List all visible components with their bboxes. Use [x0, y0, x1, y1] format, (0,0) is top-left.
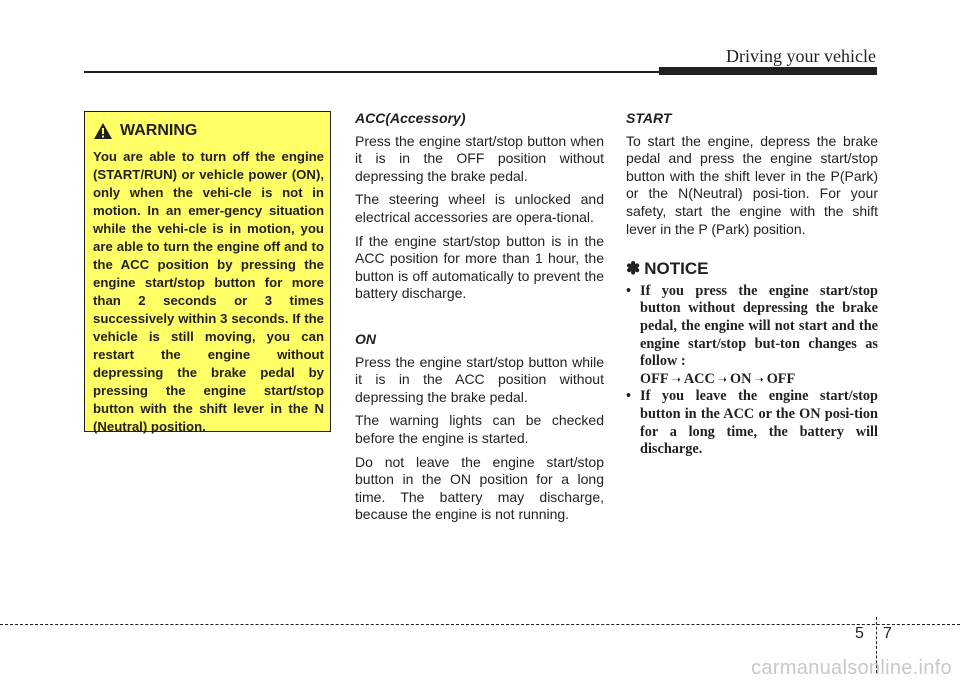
notice-list	[626, 283, 878, 459]
state-sequence	[640, 371, 878, 389]
start-heading: START	[626, 110, 672, 126]
header-rule-thick	[659, 67, 877, 75]
acc-paragraph: The steering wheel is unlocked and electrical accessories are opera-tional.	[355, 191, 604, 225]
column-middle	[355, 110, 604, 530]
notice-item-text: If you press the engine start/stop button without depressing the brake pedal, the engine will not start and the engine start/stop but-ton changes as follow :	[640, 282, 878, 370]
bullet-icon: •	[626, 282, 632, 299]
section-number: 5	[855, 625, 864, 642]
notice-title: NOTICE	[644, 259, 709, 279]
start-paragraph: To start the engine, depress the brake pedal and press the engine start/stop button with the shift lever in the P(Park) or the N(Neutral) posi-tion. For your safety, start the engine with the shift lever in the P (Park) position.	[626, 132, 878, 237]
state-on: ON	[730, 370, 752, 387]
page-number: 7	[883, 625, 892, 642]
acc-paragraph: Press the engine start/stop button when it is in the OFF position without depressing the brake pedal.	[355, 132, 604, 184]
notice-item	[626, 388, 878, 458]
watermark: carmanualsonline.info	[751, 657, 952, 679]
header-title: Driving your vehicle	[726, 46, 876, 66]
arrow-right-icon: ➝	[754, 372, 764, 386]
warning-title: WARNING	[120, 122, 198, 139]
acc-heading: ACC(Accessory)	[355, 110, 466, 126]
notice-star-icon: ✽	[626, 259, 641, 279]
on-paragraph: The warning lights can be checked before the engine is started.	[355, 412, 604, 446]
warning-icon	[93, 122, 113, 140]
state-off: OFF	[640, 370, 669, 387]
notice-item-text: If you leave the engine start/stop button in the ACC or the ON posi-tion for a long time, the battery will discharge.	[640, 388, 878, 458]
state-off-final: OFF	[766, 370, 796, 387]
state-acc: ACC	[683, 370, 715, 387]
arrow-right-icon: ➝	[671, 372, 681, 386]
warning-body: You are able to turn off the engine (START/RUN) or vehicle power (ON), only when the vehi-cle is not in motion. In an emer-gency situation while the vehi-cle is in motion, you are able to turn the engine off and to the ACC position by pressing the engine start/stop button for more than 2 seconds or 3 times successively within 3 seconds. If the vehicle is still moving, you can restart the engine without depressing the brake pedal by pressing the engine start/stop button with the shift lever in the N (Neutral) position.	[93, 149, 324, 434]
warning-box	[84, 111, 331, 432]
warning-heading	[93, 122, 197, 140]
bullet-icon: •	[626, 388, 632, 405]
footer-dashed-rule	[0, 624, 960, 625]
on-paragraph: Do not leave the engine start/stop button in the ON position for a long time. The battery may discharge, because the engine is not running.	[355, 453, 604, 523]
notice-heading	[626, 260, 878, 278]
column-right	[626, 110, 878, 459]
notice-item	[626, 283, 878, 389]
on-heading: ON	[355, 330, 376, 347]
header-rule-thin	[84, 71, 662, 73]
acc-paragraph: If the engine start/stop button is in the ACC position for more than 1 hour, the button is off automatically to prevent the battery discharge.	[355, 232, 604, 302]
arrow-right-icon: ➝	[717, 372, 728, 386]
on-paragraph: Press the engine start/stop button while it is in the ACC position without depressing the brake pedal.	[355, 353, 604, 405]
